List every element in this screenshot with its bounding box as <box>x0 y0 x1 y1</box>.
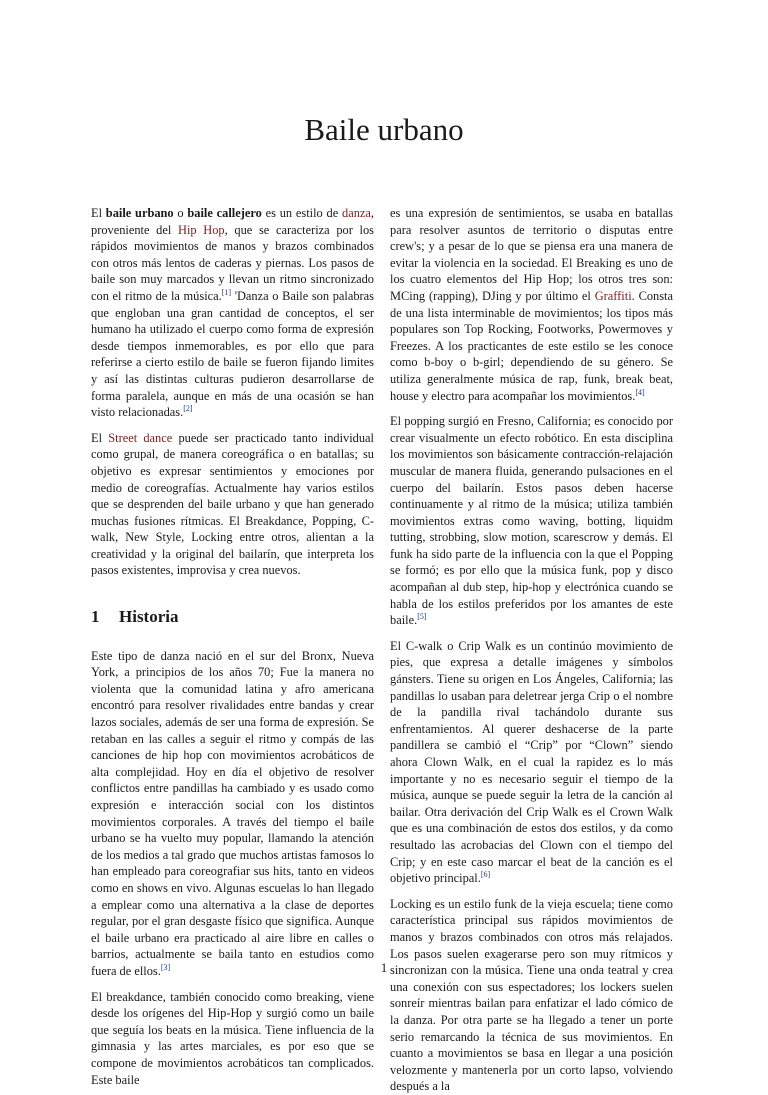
citation-ref[interactable]: [1] <box>221 287 232 297</box>
text-run: El C-walk o Crip Walk es un continúo movimiento de pies, que expresa a detalle imágenes y símbolos gánsters. Tiene su origen en Los Ángeles, California; las pandillas lo usaban para deletrear jerga Crip o el nombre de la pandilla rival tachándolo durante sus enfrentamientos. Al querer deshacerse de la parte pandillera se cambió el “Crip” por “Clown” siendo ahora Clown Walk, en el cual la rapidez es lo más importante y no es necesario seguir el tiempo de la música, aunque se puede seguir la letra de la canción al bailar. Otra derivación del Crip Walk es el Crown Walk que es una combinación de estos dos estilos, y da como resultado las acrobacias del Clown con el tiempo del Crip; y en este caso marcar el beat de la canción es el objetivo principal. <box>390 638 673 886</box>
text-run: es un estilo de <box>261 206 342 220</box>
text-run: El <box>91 206 106 220</box>
bold-term: baile urbano <box>105 206 174 220</box>
paragraph-breaking <box>390 205 673 404</box>
text-run: El breakdance, también conocido como breaking, viene desde los orígenes del Hip-Hop y surgió como un baile que seguía los beats en la música. Tiene influencia de la gimnasia y las artes marciales, es por eso que se compone de movimientos acrobáticos tan complicados. Este baile <box>91 989 374 1087</box>
section-heading-historia <box>91 609 374 626</box>
citation-ref[interactable]: [6] <box>480 870 491 880</box>
page-number: 1 <box>380 960 388 975</box>
paragraph-street-dance <box>91 430 374 579</box>
link-street-dance[interactable]: Street dance <box>108 430 173 445</box>
text-run: o <box>173 206 188 220</box>
paragraph-locking <box>390 896 673 1095</box>
link-hip-hop[interactable]: Hip Hop <box>178 222 225 237</box>
text-run: , proveniente del <box>91 206 374 237</box>
text-run: es una expresión de sentimientos, se usaba en batallas para resolver asuntos de territorio o disputas entre crew's; y a pesar de lo que se piensa era una manera de evitar la violencia en la sociedad. El Breaking es uno de los cuatro elementos del Hip Hop; los otros tres son: MCing (rapping), DJing y por último el <box>390 206 673 303</box>
citation-ref[interactable]: [3] <box>160 962 171 972</box>
paragraph-intro <box>91 205 374 421</box>
text-run: El popping surgió en Fresno, California; es conocido por crear visualmente un efecto robótico. En esta disciplina los movimientos son básicamente contracción-relajación muscular de manera fluida, generando pulsaciones en el cuerpo del bailarín. Estos pasos deben hacerse continuamente y al ritmo de la música; utiliza también movimientos extras como waving, botting, liquidm tutting, strobbing, slow motion, scarescrow y demás. El funk ha sido parte de la influencia con la que el Popping se formó; es por ello que la música funk, pop y disco acompañan al dub step, hip-hop y electrónica cuando se habla de los estilos preferidos por los amantes de este baile. <box>390 414 673 628</box>
citation-ref[interactable]: [5] <box>417 612 427 622</box>
text-run: 'Danza o Baile son palabras que engloban una gran cantidad de conceptos, el ser humano ha utilizado el cuerpo como forma de expresión desde tiempos inmemorables, es por ello que para referirse a cierto estilo de baile se fueron fijando limites y así las distintas culturas pudieron desarrollarse de forma paralela, aunque en más de una ocasión se han visto relacionadas. <box>91 288 374 420</box>
paragraph-c-walk <box>390 638 673 887</box>
text-run: Locking es un estilo funk de la vieja escuela; tiene como característica principal sus rápidos movimientos de manos y brazos combinados con otros más relajados. Los pasos suelen exagerarse pero son muy rítmicos y sincronizan con la música. Tiene una onda teatral y crea una conexión con sus espectadores; los lockers suelen sonreír mientras bailan para enfatizar el lado cómico de la danza. Por otra parte se ha llegado a tener un porte serio remarcando la técnica de sus movimientos. En cuanto a movimientos se basa en llegar a una posición velozmente y mantenerla por un corto lapso, volviendo después a la <box>390 896 673 1094</box>
paragraph-historia <box>91 648 374 980</box>
paragraph-popping <box>390 413 673 629</box>
paragraph-breakdance <box>91 989 374 1089</box>
section-number: 1 <box>91 607 100 627</box>
text-run: El <box>91 430 109 445</box>
left-column <box>91 205 374 1088</box>
citation-ref[interactable]: [2] <box>183 404 193 414</box>
bold-term: baile callejero <box>187 206 262 220</box>
link-graffiti[interactable]: Graffiti <box>594 288 632 303</box>
citation-ref[interactable]: [4] <box>635 387 645 397</box>
text-run: . Consta de una lista interminable de movimientos; los tipos más populares son Top Rocking, Footworks, Powermoves y Freezes. A los practicantes de este estilo se les conoce como b-boy o b-girl; dependiendo de su género. Se utiliza generalmente música de rap, funk, break beat, house y electro para acompañar los movimientos. <box>390 288 673 403</box>
link-danza[interactable]: danza <box>342 206 371 220</box>
page-title: Baile urbano <box>304 112 464 147</box>
text-run: Este tipo de danza nació en el sur del Bronx, Nueva York, a principios de los años 70; Fue la manera no violenta que la comunidad latina y afro americana encontró para resolver rivalidades entre bandas y crear lazos sociales, además de ser una forma de expresión. Se retaban en las calles a seguir el ritmo y compás de las canciones de hip hop con movimientos acrobáticos de alta complejidad. Hoy en día el objetivo de resolver conflictos entre pandillas ha cambiado y es usado como expresión e interacción social con los distintos movimientos corporales. A través del tiempo el baile urbano se ha vuelto muy popular, llamando la atención de los medios a tal grado que muchos artistas famosos lo han empleado para coreografiar sus hits, tanto en videos como en shows en vivo. Algunas escuelas lo han llegado a emplear como una alternativa a la clase de deportes regular, por el gran desgaste físico que significa. Aunque el baile urbano era practicado al aire libre en calles o barrios, actualmente se baila tanto en estudios como fuera de ellos. <box>91 648 374 978</box>
section-title: Historia <box>119 607 179 627</box>
text-run: puede ser practicado tanto individual como grupal, de manera coreográfica o en batallas; su objetivo es expresar sentimientos y emociones por medio de coreografías. Actualmente hay varios estilos que se desprenden del baile urbano y que han generado muchas fusiones rítmicas. El Breakdance, Popping, C-walk, New Style, Locking entre otros, alientan a la creatividad y la original del bailarín, que interpreta los pasos existentes, improvisa y crea nuevos. <box>91 430 375 578</box>
text-run: , que se caracteriza por los rápidos movimientos de manos y brazos combinados con otros más lentos de caderas y piernas. Los pasos de baile son muy marcados y llevan un ritmo sincronizado con el ritmo de la música. <box>91 222 374 303</box>
